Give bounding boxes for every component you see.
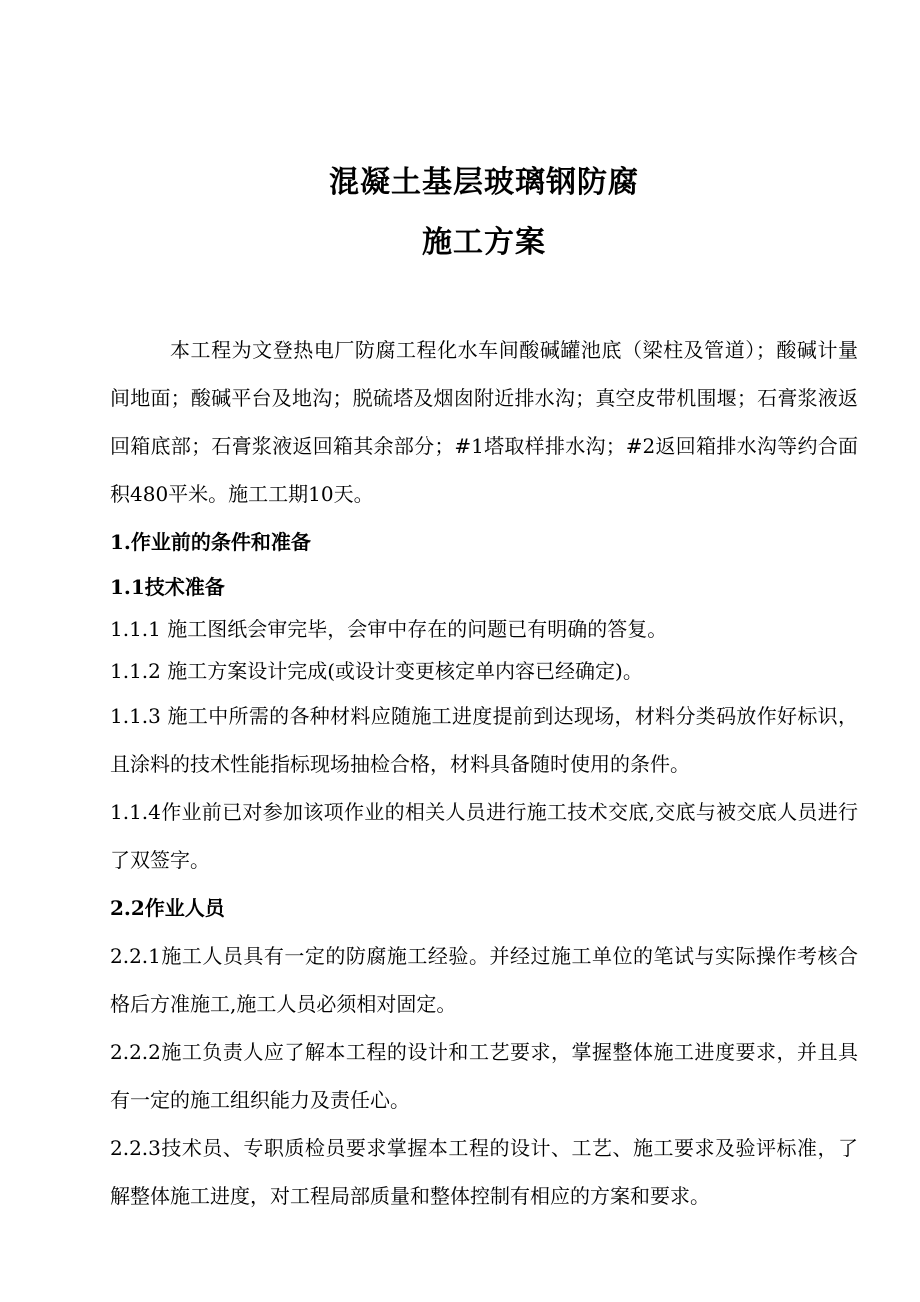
item-2-2-3: 2.2.3技术员、专职质检员要求掌握本工程的设计、工艺、施工要求及验评标准，了解整体施工进度，对工程局部质量和整体控制有相应的方案和要求。 xyxy=(110,1136,858,1208)
item-1-1-4: 1.1.4作业前已对参加该项作业的相关人员进行施工技术交底,交底与被交底人员进行了双签字。 xyxy=(110,800,858,872)
item-1-1-3: 1.1.3 施工中所需的各种材料应随施工进度提前到达现场，材料分类码放作好标识，且涂料的技术性能指标现场抽检合格，材料具备随时使用的条件。 xyxy=(110,704,858,776)
section-1-1-heading: 1.1技术准备 xyxy=(110,575,225,599)
item-2-2-1: 2.2.1施工人员具有一定的防腐施工经验。并经过施工单位的笔试与实际操作考核合格后方准施工,施工人员必须相对固定。 xyxy=(110,944,858,1016)
item-1-1-1: 1.1.1 施工图纸会审完毕，会审中存在的问题已有明确的答复。 xyxy=(110,617,668,641)
item-1-1-2: 1.1.2 施工方案设计完成(或设计变更核定单内容已经确定)。 xyxy=(110,659,643,683)
item-2-2-2: 2.2.2施工负责人应了解本工程的设计和工艺要求，掌握整体施工进度要求，并且具有一定的施工组织能力及责任心。 xyxy=(110,1040,858,1112)
section-1-heading: 1.作业前的条件和准备 xyxy=(110,530,311,554)
title-line-2: 施工方案 xyxy=(422,225,546,260)
intro-paragraph: 本工程为文登热电厂防腐工程化水车间酸碱罐池底（梁柱及管道）；酸碱计量间地面；酸碱平台及地沟；脱硫塔及烟囱附近排水沟；真空皮带机围堰；石膏浆液返回箱底部；石膏浆液返回箱其余部分；#1塔取样排水沟；#2返回箱排水沟等约合面积480平米。施工工期10天。 xyxy=(110,338,858,506)
title-line-1: 混凝土基层玻璃钢防腐 xyxy=(329,165,639,200)
section-2-2-heading: 2.2作业人员 xyxy=(110,896,225,920)
